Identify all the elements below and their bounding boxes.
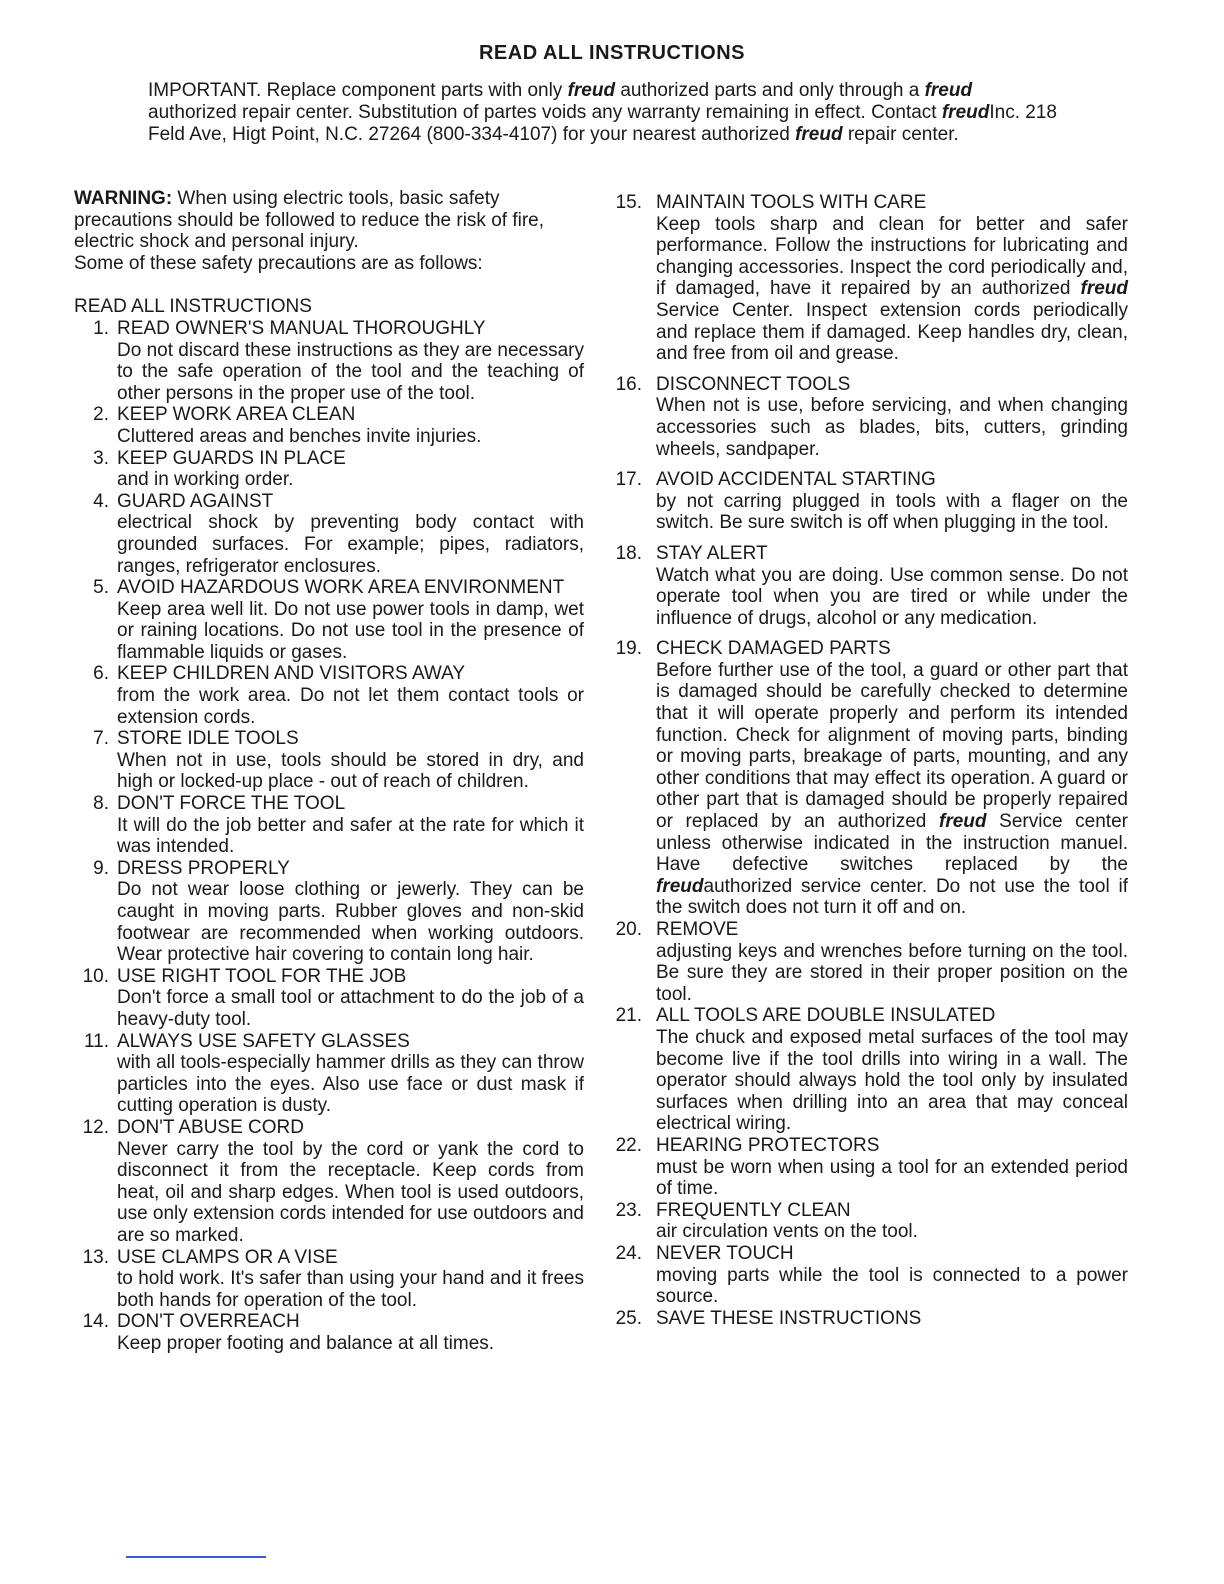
item-number: 16. bbox=[615, 373, 642, 395]
item-body: Keep area well lit. Do not use power tools in damp, wet or raining locations. Do not use tool in the presence of flammable liquids or gases. bbox=[117, 598, 584, 663]
item-number: 7. bbox=[93, 728, 109, 750]
list-item bbox=[604, 1200, 1128, 1243]
item-number: 19. bbox=[615, 638, 642, 660]
item-heading: STAY ALERT bbox=[656, 542, 768, 564]
list-item bbox=[604, 1005, 1128, 1135]
list-item bbox=[74, 318, 584, 404]
item-number: 13. bbox=[82, 1246, 109, 1268]
right-column bbox=[604, 192, 1128, 1329]
item-number: 12. bbox=[82, 1116, 109, 1138]
item-heading: MAINTAIN TOOLS WITH CARE bbox=[656, 192, 927, 213]
item-heading: REMOVE bbox=[656, 919, 739, 940]
item-number: 6. bbox=[93, 663, 109, 685]
list-item bbox=[604, 543, 1128, 629]
item-body: must be worn when using a tool for an extended period of time. bbox=[656, 1156, 1128, 1200]
item-body: Keep proper footing and balance at all times. bbox=[117, 1332, 495, 1354]
instructions-list-left bbox=[74, 318, 584, 1355]
item-number: 25. bbox=[615, 1307, 642, 1329]
list-item bbox=[74, 404, 584, 447]
item-body: Watch what you are doing. Use common sense. Do not operate tool when you are tired or while under the influence of drugs, alcohol or any medication. bbox=[656, 564, 1128, 629]
item-number: 4. bbox=[93, 490, 109, 512]
item-heading: STORE IDLE TOOLS bbox=[117, 728, 299, 750]
footer-rule bbox=[126, 1556, 266, 1558]
item-number: 23. bbox=[615, 1199, 642, 1221]
list-item bbox=[604, 1135, 1128, 1200]
brand-name: freud bbox=[795, 124, 843, 145]
item-number: 2. bbox=[93, 404, 109, 426]
list-item bbox=[74, 728, 584, 793]
item-body: It will do the job better and safer at the rate for which it was intended. bbox=[117, 814, 584, 858]
item-body: Do not discard these instructions as they are necessary to the safe operation of the tool and the teaching of other persons in the proper use of the tool. bbox=[117, 339, 584, 404]
list-item bbox=[604, 1243, 1128, 1308]
item-heading: FREQUENTLY CLEAN bbox=[656, 1199, 851, 1221]
item-heading: DON'T ABUSE CORD bbox=[117, 1116, 304, 1138]
item-number: 14. bbox=[82, 1311, 109, 1333]
list-item bbox=[74, 858, 584, 966]
list-item bbox=[604, 374, 1128, 460]
item-body: air circulation vents on the tool. bbox=[656, 1221, 918, 1243]
item-heading: KEEP GUARDS IN PLACE bbox=[117, 447, 346, 469]
item-body: Do not wear loose clothing or jewerly. They can be caught in moving parts. Rubber gloves and non-skid footwear are recommended when working outdoors. Wear protective hair covering to contain long hair. bbox=[117, 879, 584, 966]
item-heading: DON'T OVERREACH bbox=[117, 1311, 300, 1333]
list-item bbox=[604, 1308, 1128, 1330]
warning-paragraph: WARNING: When using electric tools, basic safety precautions should be followed to reduce the risk of fire, electric shock and personal injury. bbox=[74, 188, 544, 253]
item-number: 15. bbox=[615, 192, 642, 213]
list-item bbox=[604, 192, 1128, 365]
item-body: Don't force a small tool or attachment to do the job of a heavy-duty tool. bbox=[117, 987, 584, 1030]
page-title: READ ALL INSTRUCTIONS bbox=[478, 42, 746, 64]
item-heading: SAVE THESE INSTRUCTIONS bbox=[656, 1307, 922, 1329]
item-heading: DON'T FORCE THE TOOL bbox=[117, 793, 346, 815]
item-number: 10. bbox=[82, 965, 109, 987]
item-number: 9. bbox=[93, 857, 109, 879]
list-item bbox=[74, 1247, 584, 1312]
list-item bbox=[604, 919, 1128, 1005]
item-heading: KEEP WORK AREA CLEAN bbox=[117, 404, 356, 426]
item-body: Before further use of the tool, a guard or other part that is damaged should be carefully checked to determine that it will operate properly and perform its intended function. Check for alignment of moving parts, binding or moving parts, breakage of parts, mounting, and any other conditions that may effect its operation. A guard or other part that is damaged should be properly repaired or replaced by an authorized freud Service center unless otherwise indicated in the instruction manuel. Have defective switches replaced by the freudauthorized service center. Do not use the tool if the switch does not turn it off and on. bbox=[656, 659, 1128, 919]
brand-name: freud bbox=[941, 102, 990, 123]
important-notice: IMPORTANT. Replace component parts with only freud authorized parts and only through a freud authorized repair center. Substitution of partes voids any warranty remaining in effect. Contact freudInc. 218 Feld Ave, Higt Point, N.C. 27264 (800-334-4107) for your nearest authorized freud repair center. bbox=[148, 80, 1057, 145]
item-body: electrical shock by preventing body contact with grounded surfaces. For example; pipes, radiators, ranges, refrigerator enclosures. bbox=[117, 512, 584, 577]
item-heading: KEEP CHILDREN AND VISITORS AWAY bbox=[117, 663, 466, 685]
brand-name: freud bbox=[567, 80, 616, 101]
list-item bbox=[604, 638, 1128, 919]
list-item bbox=[74, 663, 584, 728]
instructions-list-right bbox=[604, 192, 1128, 1329]
item-number: 3. bbox=[93, 447, 109, 469]
item-heading: USE RIGHT TOOL FOR THE JOB bbox=[117, 965, 407, 987]
brand-name: freud bbox=[939, 811, 987, 833]
item-number: 21. bbox=[615, 1005, 642, 1027]
item-body: to hold work. It's safer than using your hand and it frees both hands for operation of the tool. bbox=[117, 1268, 584, 1311]
item-body: from the work area. Do not let them contact tools or extension cords. bbox=[117, 685, 584, 728]
list-item bbox=[74, 793, 584, 858]
warning-subtext: Some of these safety precautions are as follows: bbox=[74, 252, 483, 274]
brand-name: freud bbox=[1080, 278, 1128, 300]
item-heading: ALL TOOLS ARE DOUBLE INSULATED bbox=[656, 1005, 996, 1027]
item-heading: HEARING PROTECTORS bbox=[656, 1134, 880, 1156]
list-item bbox=[74, 1031, 584, 1117]
list-item bbox=[74, 491, 584, 577]
warning-label: WARNING: bbox=[74, 188, 173, 209]
item-heading: READ OWNER'S MANUAL THOROUGHLY bbox=[117, 317, 486, 339]
item-heading: GUARD AGAINST bbox=[117, 490, 274, 512]
brand-name: freud bbox=[656, 875, 704, 897]
item-number: 8. bbox=[93, 793, 109, 815]
item-body: by not carring plugged in tools with a flager on the switch. Be sure switch is off when plugging in the tool. bbox=[656, 490, 1128, 534]
section-heading: READ ALL INSTRUCTIONS bbox=[74, 296, 312, 318]
list-item bbox=[604, 469, 1128, 534]
item-heading: USE CLAMPS OR A VISE bbox=[117, 1246, 338, 1268]
left-column bbox=[74, 188, 584, 1354]
item-body: and in working order. bbox=[117, 469, 294, 491]
item-number: 17. bbox=[615, 469, 642, 491]
item-number: 1. bbox=[93, 317, 109, 339]
item-number: 20. bbox=[615, 919, 642, 940]
list-item bbox=[74, 1117, 584, 1247]
item-heading: ALWAYS USE SAFETY GLASSES bbox=[117, 1030, 410, 1052]
list-item bbox=[74, 1311, 584, 1354]
item-heading: DRESS PROPERLY bbox=[117, 857, 290, 879]
brand-name: freud bbox=[924, 80, 973, 101]
item-heading: CHECK DAMAGED PARTS bbox=[656, 638, 891, 660]
list-item bbox=[74, 448, 584, 491]
list-item bbox=[74, 966, 584, 1031]
item-body: Never carry the tool by the cord or yank the cord to disconnect it from the receptacle. Keep cords from heat, oil and sharp edges. When tool is used outdoors, use only extension cords intended for use outdoors and are so marked. bbox=[117, 1138, 584, 1246]
item-body: adjusting keys and wrenches before turning on the tool. Be sure they are stored in their proper position on the tool. bbox=[656, 940, 1128, 1005]
item-heading: NEVER TOUCH bbox=[656, 1242, 794, 1264]
item-body: When not is use, before servicing, and when changing accessories such as blades, bits, cutters, grinding wheels, sandpaper. bbox=[656, 395, 1128, 460]
item-body: When not in use, tools should be stored in dry, and high or locked-up place - out of reach of children. bbox=[117, 749, 584, 793]
item-body: Keep tools sharp and clean for better and safer performance. Follow the instructions for lubricating and changing accessories. Inspect the cord periodically and, if damaged, have it repaired by an authorized freud Service Center. Inspect extension cords periodically and replace them if damaged. Keep handles dry, clean, and free from oil and grease. bbox=[656, 213, 1128, 365]
item-number: 24. bbox=[615, 1242, 642, 1264]
list-item bbox=[74, 577, 584, 663]
item-body: Cluttered areas and benches invite injuries. bbox=[117, 425, 482, 447]
item-number: 5. bbox=[93, 577, 109, 599]
item-heading: AVOID HAZARDOUS WORK AREA ENVIRONMENT bbox=[117, 577, 565, 599]
item-number: 18. bbox=[615, 542, 642, 564]
item-body: The chuck and exposed metal surfaces of the tool may become live if the tool drills into wiring in a wall. The operator should always hold the tool only by insulated surfaces when drilling into an area that may conceal electrical wiring. bbox=[656, 1026, 1128, 1135]
item-body: moving parts while the tool is connected to a power source. bbox=[656, 1264, 1128, 1308]
item-heading: AVOID ACCIDENTAL STARTING bbox=[656, 469, 936, 491]
item-heading: DISCONNECT TOOLS bbox=[656, 373, 851, 395]
item-number: 22. bbox=[615, 1134, 642, 1156]
item-number: 11. bbox=[83, 1030, 109, 1052]
item-body: with all tools-especially hammer drills as they can throw particles into the eyes. Also use face or dust mask if cutting operation is dusty. bbox=[117, 1052, 584, 1117]
